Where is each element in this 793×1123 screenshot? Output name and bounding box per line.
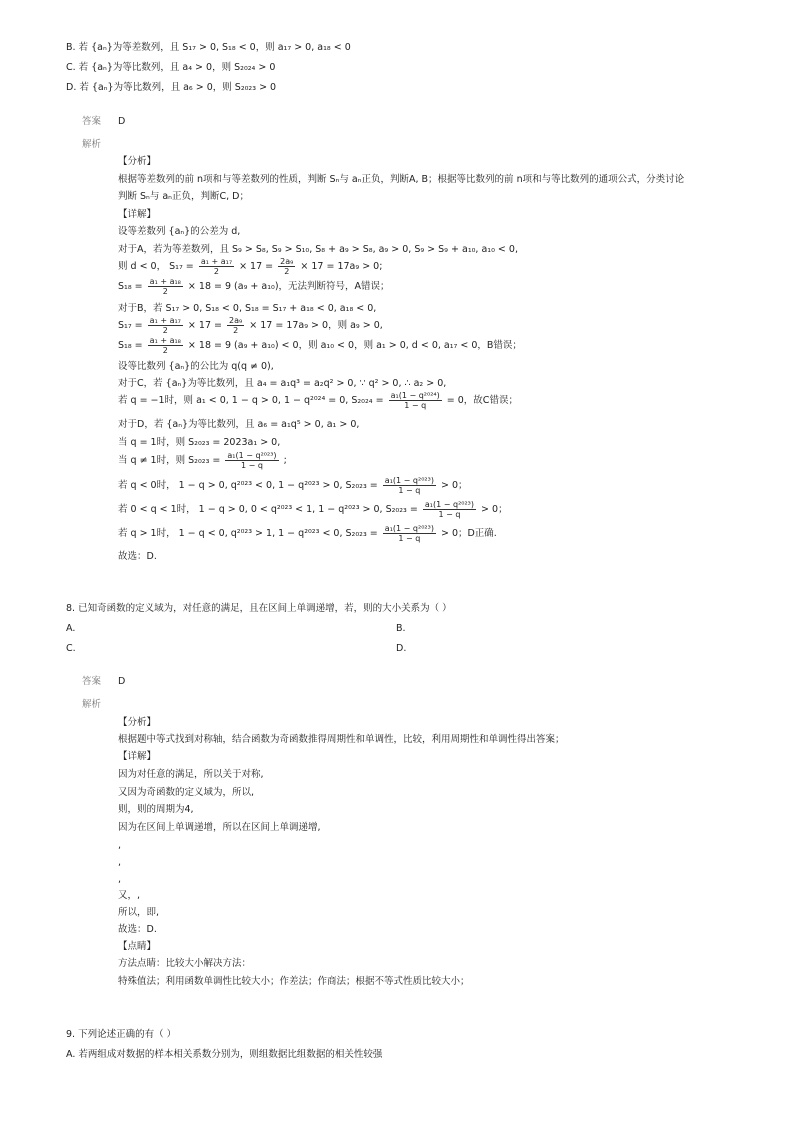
q7-detail-line: 对于C，若 {aₙ}为等比数列，且 a₄ = a₁q³ = a₂q² > 0, ∵ q² > 0, ∴ a₂ > 0, bbox=[118, 378, 447, 389]
q7-detail-line: S₁₈ = $\frac{\text{a₁ + a₁₈}}{2}$ × 18 = 9 (a₉ + a₁₀) < 0，则 a₁₀ < 0，则 a₁ > 0, d < 0, a₁₇ < 0，B错误； bbox=[118, 336, 522, 355]
q7-conclusion: 故选：D. bbox=[118, 551, 157, 562]
q7-detail-line: 对于A，若为等差数列，且 S₉ > S₈, S₉ > S₁₀, S₈ + a₉ > S₈, a₉ > 0, S₉ > S₉ + a₁₀, a₁₀ < 0, bbox=[118, 244, 518, 255]
q7-option-d: D. 若 {aₙ}为等比数列，且 a₆ > 0，则 S₂₀₂₃ > 0 bbox=[66, 82, 277, 93]
q8-stem: 8. 已知奇函数的定义域为，对任意的满足，且在区间上单调递增，若，则的大小关系为（ ） bbox=[66, 603, 452, 614]
q7-detail-line: 若 0 < q < 1时， 1 − q > 0, 0 < q²⁰²³ < 1, 1 − q²⁰²³ > 0, S₂₀₂₃ = $\frac{\text{a₁(1 − q²⁰²³)}}{1 - q}$ > 0； bbox=[118, 500, 508, 519]
fraction: $\frac{\text{a₁ + a₁₇}}{2}$ bbox=[200, 257, 233, 276]
q7-detail-line: 若 q = −1时，则 a₁ < 0, 1 − q > 0, 1 − q²⁰²⁴ = 0, S₂₀₂₄ = $\frac{\text{a₁(1 − q²⁰²⁴)}}{1 - q}$ = 0，故C错误； bbox=[118, 391, 518, 410]
q7-detail-line: 当 q ≠ 1时，则 S₂₀₂₃ = $\frac{\text{a₁(1 − q²⁰²³)}}{1 - q}$ ; bbox=[118, 451, 287, 470]
fraction: $\frac{\text{a₁ + a₁₈}}{2}$ bbox=[149, 336, 181, 355]
q8-answer-value: D bbox=[118, 676, 126, 687]
q8-detail-line: 又，, bbox=[118, 890, 141, 901]
fraction: $\frac{\text{a₁(1 − q²⁰²⁴)}}{1 - q}$ bbox=[390, 391, 440, 410]
q8-detail-line: , bbox=[118, 857, 122, 868]
q8-option-d: D. bbox=[396, 643, 407, 654]
q8-detail-line: 又因为奇函数的定义域为，所以, bbox=[118, 787, 255, 798]
q7-fenxi-heading: 【分析】 bbox=[118, 156, 157, 167]
q8-method-title: 方法点睛：比较大小解决方法： bbox=[118, 958, 252, 969]
q8-detail-line: 所以，即, bbox=[118, 907, 160, 918]
q9-stem: 9. 下列论述正确的有（ ） bbox=[66, 1029, 177, 1040]
q8-detail-line: 因为对任意的满足，所以关于对称, bbox=[118, 769, 264, 780]
q8-fenxi-heading: 【分析】 bbox=[118, 717, 157, 728]
q7-detail-line: 若 q > 1时， 1 − q < 0, q²⁰²³ > 1, 1 − q²⁰²³ < 0, S₂₀₂₃ = $\frac{\text{a₁(1 − q²⁰²³)}}{1 - q}$ > 0；D正确. bbox=[118, 524, 497, 543]
q8-detail-line: 则，则的周期为4, bbox=[118, 804, 194, 815]
q7-detail-line: 则 d < 0， S₁₇ = $\frac{\text{a₁ + a₁₇}}{2}$ × 17 = $\frac{\text{2a₉}}{2}$ × 17 = 17a₉ > 0; bbox=[118, 257, 383, 276]
q7-answer-label: 答案 bbox=[82, 116, 102, 127]
fraction: $\frac{\text{2a₉}}{2}$ bbox=[280, 257, 294, 276]
q7-detail-line: 对于D，若 {aₙ}为等比数列，且 a₆ = a₁q⁵ > 0, a₁ > 0, bbox=[118, 419, 360, 430]
q8-xiangjie-heading: 【详解】 bbox=[118, 751, 157, 762]
q8-option-a: A. bbox=[66, 623, 76, 634]
q7-detail-line: 若 q < 0时， 1 − q > 0, q²⁰²³ < 0, 1 − q²⁰²³ > 0, S₂₀₂₃ = $\frac{\text{a₁(1 − q²⁰²³)}}{1 - q}$ > 0； bbox=[118, 476, 468, 495]
q8-dianjing-heading: 【点睛】 bbox=[118, 941, 157, 952]
q7-answer-value: D bbox=[118, 116, 126, 127]
fraction: $\frac{\text{a₁(1 − q²⁰²³)}}{1 - q}$ bbox=[227, 451, 277, 470]
q8-detail-line: , bbox=[118, 840, 122, 851]
q7-analysis-label: 解析 bbox=[82, 139, 102, 150]
q8-analysis-label: 解析 bbox=[82, 699, 102, 710]
q7-fenxi-text-1: 根据等差数列的前 n项和与等差数列的性质，判断 Sₙ与 aₙ正负，判断A, B；根据等比数列的前 n项和与等比数列的通项公式，分类讨论 bbox=[118, 174, 685, 185]
q7-detail-line: 对于B，若 S₁₇ > 0, S₁₈ < 0, S₁₈ = S₁₇ + a₁₈ < 0, a₁₈ < 0, bbox=[118, 303, 377, 314]
q7-detail-line: 当 q = 1时，则 S₂₀₂₃ = 2023a₁ > 0, bbox=[118, 437, 281, 448]
fraction: $\frac{\text{a₁(1 − q²⁰²³)}}{1 - q}$ bbox=[384, 524, 434, 543]
q7-detail-line: 设等差数列 {aₙ}的公差为 d, bbox=[118, 226, 241, 237]
fraction: $\frac{\text{a₁(1 − q²⁰²³)}}{1 - q}$ bbox=[424, 500, 475, 519]
q7-option-c: C. 若 {aₙ}为等比数列，且 a₄ > 0，则 S₂₀₂₄ > 0 bbox=[66, 62, 276, 73]
q8-method-text: 特殊值法；利用函数单调性比较大小；作差法；作商法；根据不等式性质比较大小； bbox=[118, 976, 470, 987]
q8-detail-line: , bbox=[118, 874, 122, 885]
q7-option-b: B. 若 {aₙ}为等差数列，且 S₁₇ > 0, S₁₈ < 0，则 a₁₇ > 0, a₁₈ < 0 bbox=[66, 42, 351, 53]
q8-option-b: B. bbox=[396, 623, 406, 634]
q7-detail-line: S₁₈ = $\frac{\text{a₁ + a₁₈}}{2}$ × 18 = 9 (a₉ + a₁₀)，无法判断符号，A错误； bbox=[118, 277, 390, 296]
fraction: $\frac{\text{a₁(1 − q²⁰²³)}}{1 - q}$ bbox=[384, 476, 434, 495]
fraction: $\frac{\text{2a₉}}{2}$ bbox=[229, 316, 243, 335]
q8-answer-label: 答案 bbox=[82, 676, 102, 687]
q8-fenxi-text: 根据题中等式找到对称轴，结合函数为奇函数推得周期性和单调性，比较，利用周期性和单调性得出答案； bbox=[118, 734, 565, 745]
q8-conclusion: 故选：D. bbox=[118, 924, 157, 935]
q8-option-c: C. bbox=[66, 643, 76, 654]
q8-detail-line: 因为在区间上单调递增，所以在区间上单调递增, bbox=[118, 822, 321, 833]
fraction: $\frac{\text{a₁ + a₁₇}}{2}$ bbox=[149, 316, 181, 335]
q7-fenxi-text-2: 判断 Sₙ与 aₙ正负，判断C, D； bbox=[118, 191, 249, 202]
q7-detail-line: 设等比数列 {aₙ}的公比为 q(q ≠ 0), bbox=[118, 361, 274, 372]
q7-detail-line: S₁₇ = $\frac{\text{a₁ + a₁₇}}{2}$ × 17 = $\frac{\text{2a₉}}{2}$ × 17 = 17a₉ > 0，则 a₉ > 0, bbox=[118, 316, 383, 335]
fraction: $\frac{\text{a₁ + a₁₈}}{2}$ bbox=[149, 277, 181, 296]
q7-xiangjie-heading: 【详解】 bbox=[118, 209, 157, 220]
q9-option-a: A. 若两组成对数据的样本相关系数分别为，则组数据比组数据的相关性较强 bbox=[66, 1049, 383, 1060]
